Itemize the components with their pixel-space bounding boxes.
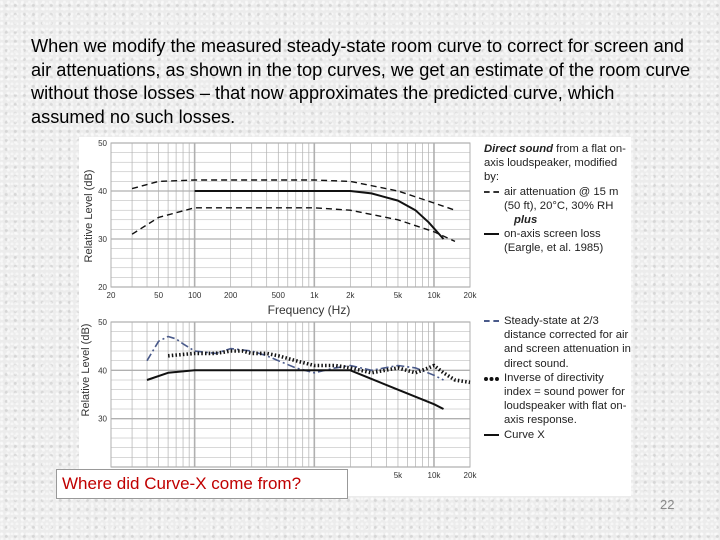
figure-panel <box>79 137 631 496</box>
slide-body-text: When we modify the measured steady-state room curve to correct for screen and air attenuations, as shown in the top curves, we get an estimate of the room curve without those losses – that now approximates the predicted curve, which assumed no such losses. <box>31 36 691 127</box>
legend-direct-sound <box>484 142 631 185</box>
legend-air-attenuation-item <box>484 185 631 213</box>
legend-directivity: Inverse of directivity index = sound power for loudspeaker with flat on-axis response. <box>504 371 627 427</box>
top-chart-x-tick-label: 20 <box>106 291 116 300</box>
solid-line-swatch <box>484 434 499 436</box>
bottom-chart-plot-frame <box>111 322 470 467</box>
top-chart-xlabel: Frequency (Hz) <box>267 303 351 317</box>
legend-directivity-item <box>484 371 631 428</box>
bottom-chart-x-tick-label: 5k <box>393 471 403 480</box>
bottom-chart-y-tick-label: 30 <box>98 414 107 424</box>
legend-curve-x: Curve X <box>504 428 545 441</box>
top-chart-x-tick-label: 5k <box>393 291 403 300</box>
bottom-chart-x-tick-label: 10k <box>427 471 441 480</box>
legend-direct-sound-bold: Direct sound <box>484 143 554 155</box>
legend-air-attenuation: air attenuation @ 15 m (50 ft), 20°C, 30% RH <box>504 185 619 212</box>
bottom-chart-y-tick-label: 40 <box>98 366 107 376</box>
legend-direct-sound-rest: from a flat on-axis loudspeaker, modified by: <box>484 143 626 184</box>
top-chart-x-tick-label: 2k <box>346 291 355 300</box>
curve-x-callout: Where did Curve-X come from? <box>56 469 348 499</box>
dashdot-line-swatch <box>484 320 499 322</box>
top-chart-x-tick-label: 500 <box>271 291 285 300</box>
top-chart-y-tick-label: 30 <box>98 235 107 244</box>
bottom-chart-x-tick-label: 20k <box>463 471 477 480</box>
legend-screen-loss: on-axis screen loss (Eargle, et al. 1985) <box>504 228 604 255</box>
bottom-legend <box>484 314 631 442</box>
legend-curve-x-item <box>484 428 631 442</box>
top-chart-y-tick-label: 40 <box>98 187 107 196</box>
top-chart-x-tick-label: 100 <box>187 291 202 300</box>
top-chart-x-tick-label: 50 <box>154 291 164 300</box>
top-chart-y-tick-label: 20 <box>98 283 107 292</box>
top-legend <box>484 142 631 256</box>
bottom-chart-ylabel: Relative Level (dB) <box>80 323 92 417</box>
top-chart-ylabel: Relative Level (dB) <box>83 169 95 263</box>
legend-screen-loss-item <box>484 227 631 255</box>
legend-plus: plus <box>514 214 538 227</box>
top-chart <box>83 139 477 317</box>
legend-steady-state-item <box>484 314 631 371</box>
top-chart-x-tick-label: 20k <box>463 291 477 300</box>
bottom-chart-y-tick-label: 50 <box>98 318 107 327</box>
dashed-line-swatch <box>484 191 499 193</box>
top-chart-series-dashed-line <box>132 208 455 242</box>
legend-steady-state: Steady-state at 2/3 distance corrected for air and screen attenuation in direct sound. <box>504 315 631 370</box>
bottom-chart-series-dotted-bold-line <box>168 351 470 382</box>
top-chart-x-tick-label: 200 <box>223 291 238 300</box>
top-chart-x-tick-label: 1k <box>310 291 319 300</box>
dotted-line-swatch <box>484 377 499 381</box>
top-chart-series-solid-line <box>195 191 444 239</box>
top-chart-plot-frame <box>111 143 470 287</box>
solid-line-swatch <box>484 233 499 235</box>
top-chart-y-tick-label: 50 <box>98 139 107 148</box>
bottom-chart <box>80 318 477 480</box>
bottom-chart-series-dash-dot-line <box>147 337 444 381</box>
top-chart-x-tick-label: 10k <box>427 291 441 300</box>
page-number: 22 <box>660 497 675 512</box>
